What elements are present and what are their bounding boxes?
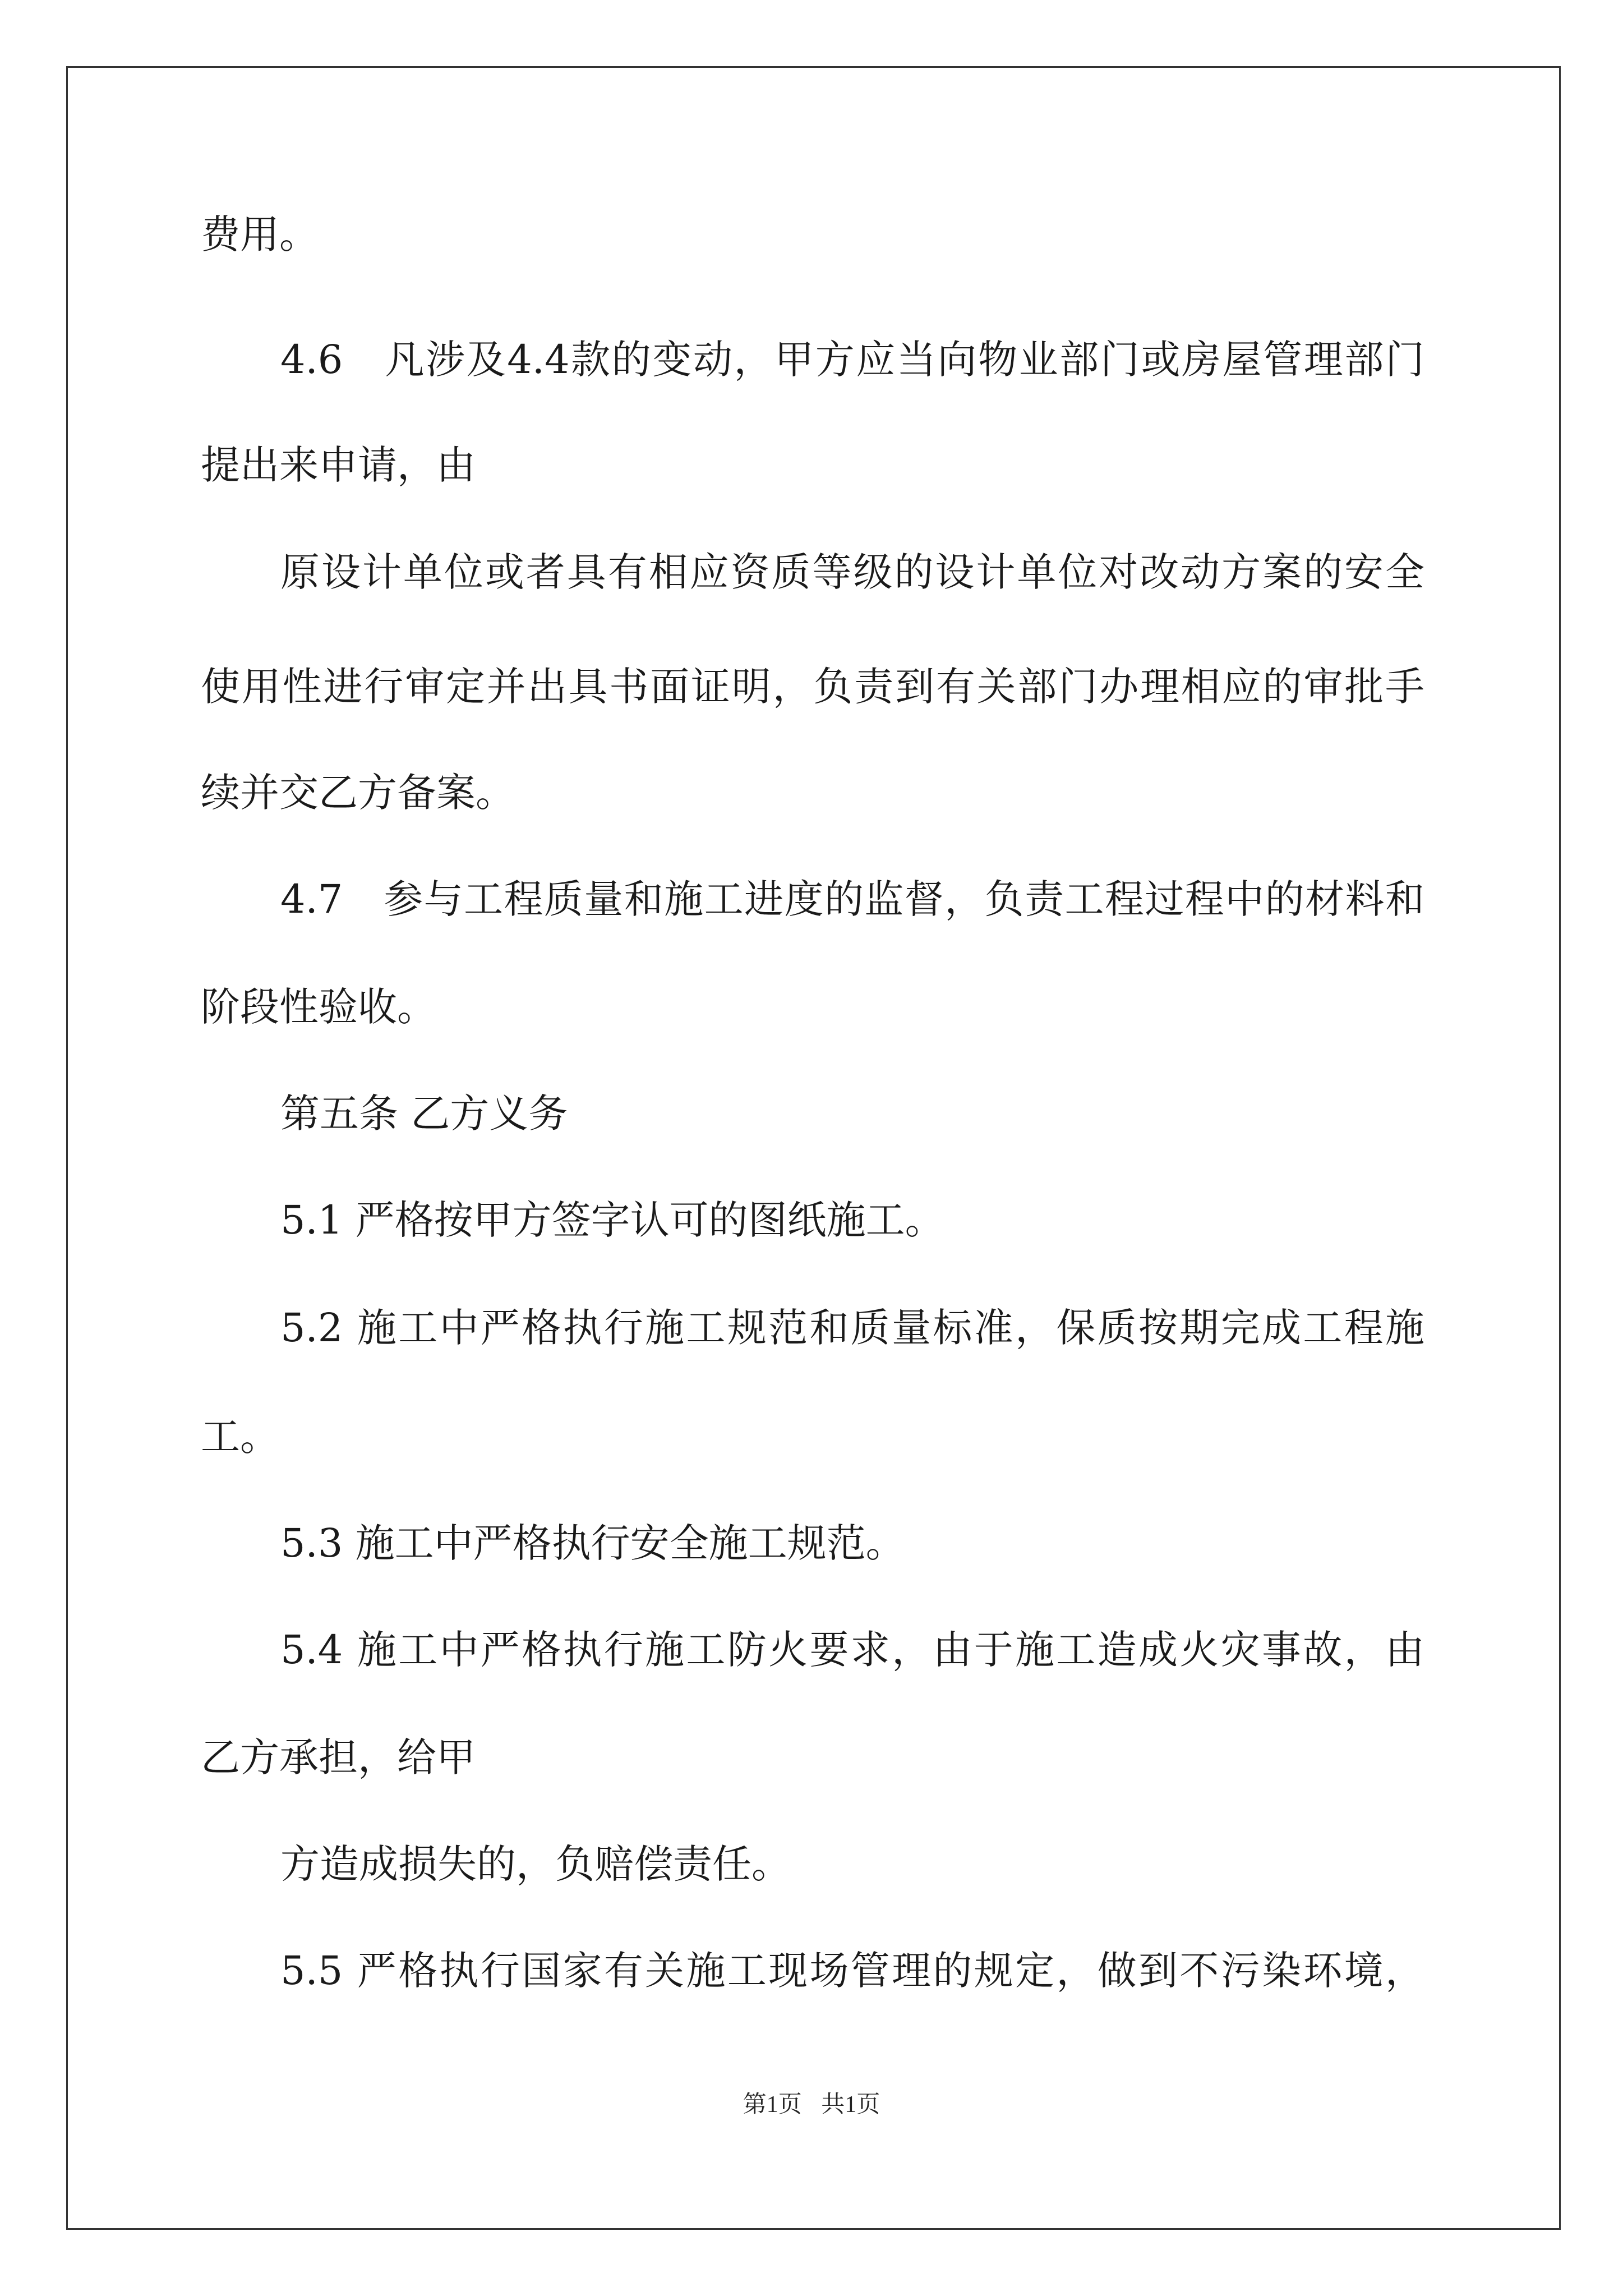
text-line: 5.5 严格执行国家有关施工现场管理的规定，做到不污染环境， [280, 1948, 1424, 1994]
page-border [66, 66, 1561, 2230]
text-line: 5.3 施工中严格执行安全施工规范。 [280, 1520, 905, 1566]
text-line: 使用性进行审定并出具书面证明，负责到有关部门办理相应的审批手 [201, 664, 1424, 710]
text-line: 5.2 施工中严格执行施工规范和质量标准，保质按期完成工程施 [280, 1305, 1424, 1351]
page-number: 第1页 [743, 2092, 802, 2118]
text-line: 5.4 施工中严格执行施工防火要求，由于施工造成火灾事故，由 [280, 1627, 1424, 1673]
page-total: 共1页 [821, 2092, 880, 2118]
text-line: 乙方承担，给甲 [201, 1734, 476, 1780]
text-line: 提出来申请，由 [201, 442, 476, 488]
text-line: 方造成损失的，负赔偿责任。 [280, 1841, 791, 1887]
text-line: 5.1 严格按甲方签字认可的图纸施工。 [280, 1197, 944, 1243]
text-line: 4.6 凡涉及4.4款的变动，甲方应当向物业部门或房屋管理部门 [280, 337, 1424, 383]
text-line: 原设计单位或者具有相应资质等级的设计单位对改动方案的安全 [280, 549, 1424, 595]
section-heading: 第五条 乙方义务 [280, 1091, 568, 1137]
text-line: 4.7 参与工程质量和施工进度的监督，负责工程过程中的材料和 [280, 876, 1424, 922]
text-line: 续并交乙方备案。 [201, 770, 515, 816]
text-line: 费用。 [201, 211, 319, 257]
text-line: 阶段性验收。 [201, 984, 436, 1030]
page-footer [0, 2091, 1623, 2119]
text-line: 工。 [201, 1414, 279, 1460]
